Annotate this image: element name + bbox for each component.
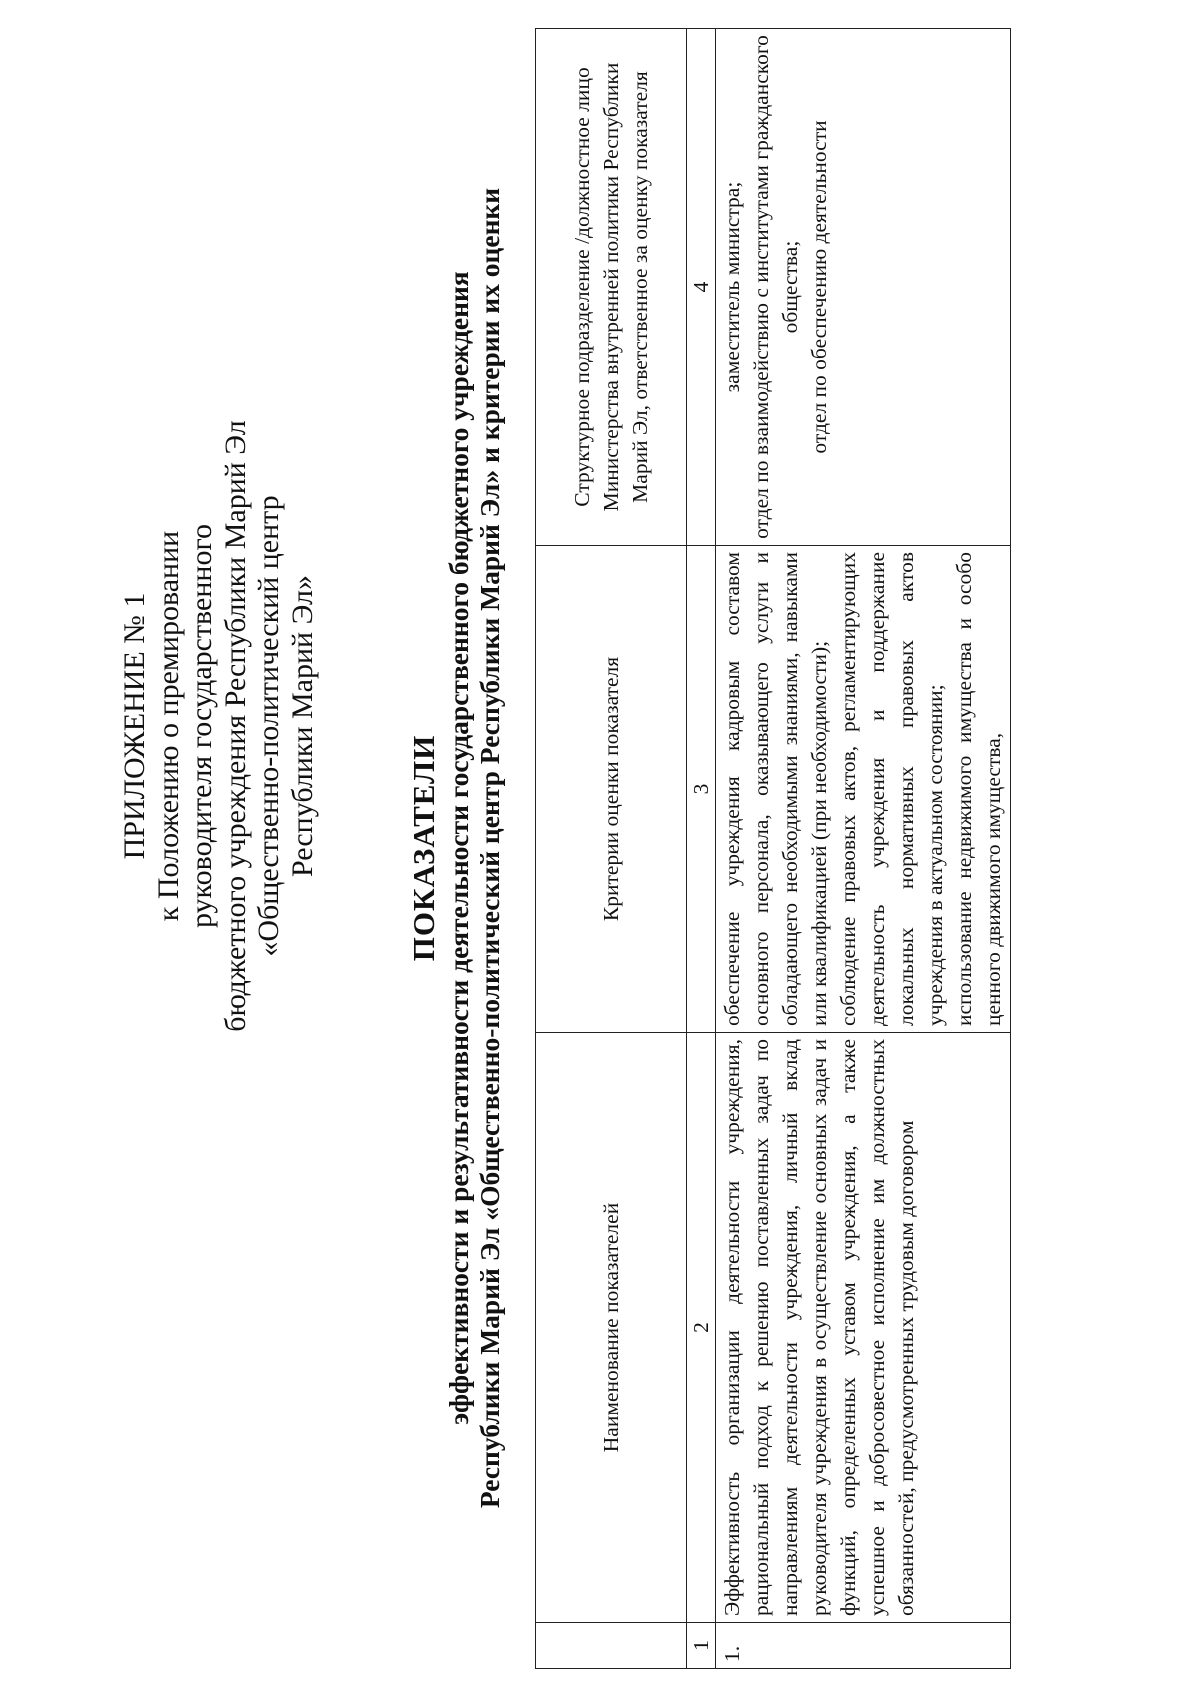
table-row (716, 29, 1011, 1669)
indicators-table (535, 28, 1011, 1669)
responsible-item: отдел по обеспечению деятельности (807, 120, 831, 454)
criteria-item: обеспечение учреждения кадровым составом основного персонала, оказывающего услуги и обладающего необходимыми знаниями, навыками или квалификацией (при необходимости); (720, 552, 831, 1026)
indicator-name-cell: Эффективность организации деятельности учреждения, рациональный подход к решению поставленных задач по направлениям деятельности учреждения, личный вклад руководителя учреждения в осуществление основных задач и функций, определенных уставом учреждения, а также успешное и добросовестное исполнение им должностных обязанностей, предусмотренных трудовым договором (716, 1033, 1011, 1623)
appendix-line: к Положению о премировании (151, 530, 185, 922)
document-heading (405, 0, 505, 1696)
appendix-line: ПРИЛОЖЕНИЕ № 1 (118, 592, 151, 860)
appendix-header (118, 86, 319, 1366)
criteria-cell (716, 546, 1011, 1033)
responsible-item: заместитель министра; (720, 181, 744, 393)
column-number: 4 (687, 29, 716, 546)
appendix-line: руководителя государственного (185, 523, 218, 929)
table-header-row (536, 29, 687, 1669)
criteria-item: использование недвижимого имущества и особо ценного движимого имущества, (952, 552, 1005, 1026)
appendix-line: Республики Марий Эл» (285, 575, 319, 877)
appendix-line: бюджетного учреждения Республики Марий Эл (218, 420, 252, 1032)
column-number-row (687, 29, 716, 1669)
responsible-cell (716, 29, 1011, 546)
column-number: 1 (687, 1623, 716, 1669)
appendix-line: «Общественно-политический центр (252, 495, 285, 957)
row-number: 1. (716, 1623, 1011, 1669)
header-responsible: Структурное подразделение /должностное лицо Министерства внутренней политики Республики Марий Эл, ответственное за оценку показателя (536, 29, 687, 546)
document-title: ПОКАЗАТЕЛИ (406, 734, 441, 962)
header-criteria: Критерии оценки показателя (536, 546, 687, 1033)
criteria-item: соблюдение правовых актов, регламентирующих деятельность учреждения и поддержание локальных нормативных правовых актов учреждения в актуальном состоянии; (836, 552, 947, 1026)
document-subtitle-line-1: эффективности и результативности деятельности государственного бюджетного учреждения (443, 271, 474, 1425)
column-number: 3 (687, 546, 716, 1033)
header-indicator-name: Наименование показателей (536, 1033, 687, 1623)
responsible-item: отдел по взаимодействию с институтами гражданского общества; (749, 35, 802, 539)
column-number: 2 (687, 1033, 716, 1623)
document-subtitle-line-2: Республики Марий Эл «Общественно-политический центр Республики Марий Эл» и критерии их оценки (474, 187, 505, 1509)
header-number (536, 1623, 687, 1669)
